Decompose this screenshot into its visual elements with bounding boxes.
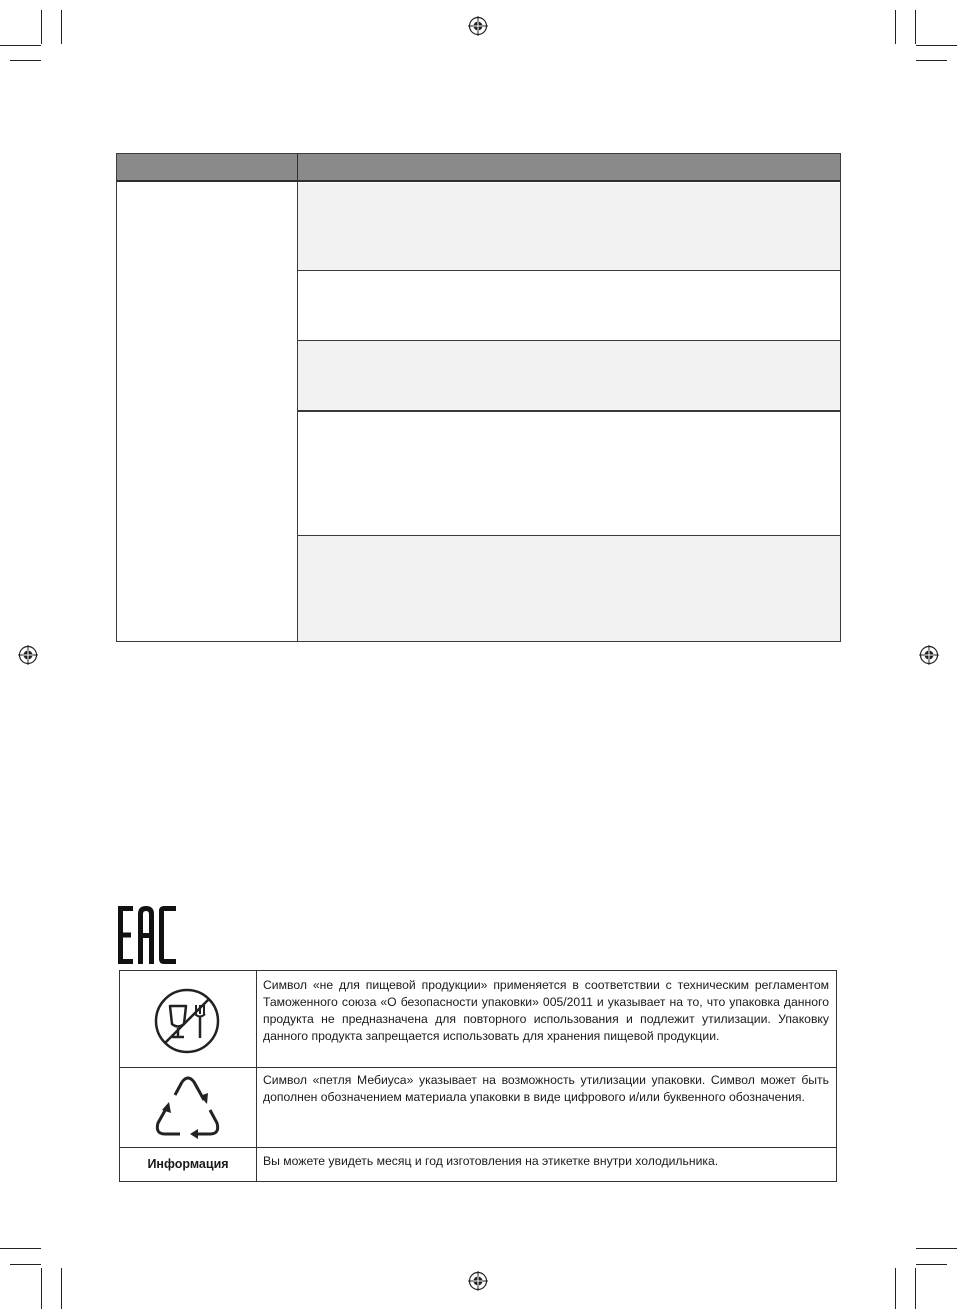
not-for-food-icon: [154, 988, 220, 1054]
table-header-row: [117, 154, 840, 182]
info-row-label: Информация: [147, 1157, 229, 1171]
registration-mark-top-icon: [468, 16, 488, 36]
table-cell-2: [298, 271, 840, 340]
info-row-text: Вы можете увидеть месяц и год изготовления на этикетке внутри холодильника.: [263, 1154, 719, 1168]
mobius-loop-icon: [154, 1074, 222, 1142]
eac-mark-icon: [118, 906, 176, 964]
table-cell-3: [298, 341, 840, 410]
table-cell-4: [298, 412, 840, 535]
table-row-divider: [120, 1067, 836, 1068]
table-row-divider: [120, 1147, 836, 1148]
registration-mark-left-icon: [18, 645, 38, 665]
registration-mark-bottom-icon: [468, 1271, 488, 1291]
troubleshooting-table: [116, 153, 841, 642]
info-row-text: Символ «петля Мебиуса» указывает на возможность утилизации упаковки. Символ может быть дополнен обозначением материала упаковки в виде цифрового и/или буквенного обозначения.: [263, 1073, 829, 1104]
table-left-column: [117, 182, 298, 641]
info-table: [119, 970, 837, 1182]
table-cell-1: [298, 183, 840, 270]
info-row-text: Символ «не для пищевой продукции» применяется в соответствии с техническим регламентом Таможенного союза «О безопасности упаковки» 005/2011 и указывает на то, что упаковка данного продукта не предназначена для повторного использования и подлежит утилизации. Упаковку данного продукта запрещается использовать для хранения пищевой продукции.: [263, 978, 829, 1043]
registration-mark-right-icon: [919, 645, 939, 665]
table-cell-5: [298, 536, 840, 641]
